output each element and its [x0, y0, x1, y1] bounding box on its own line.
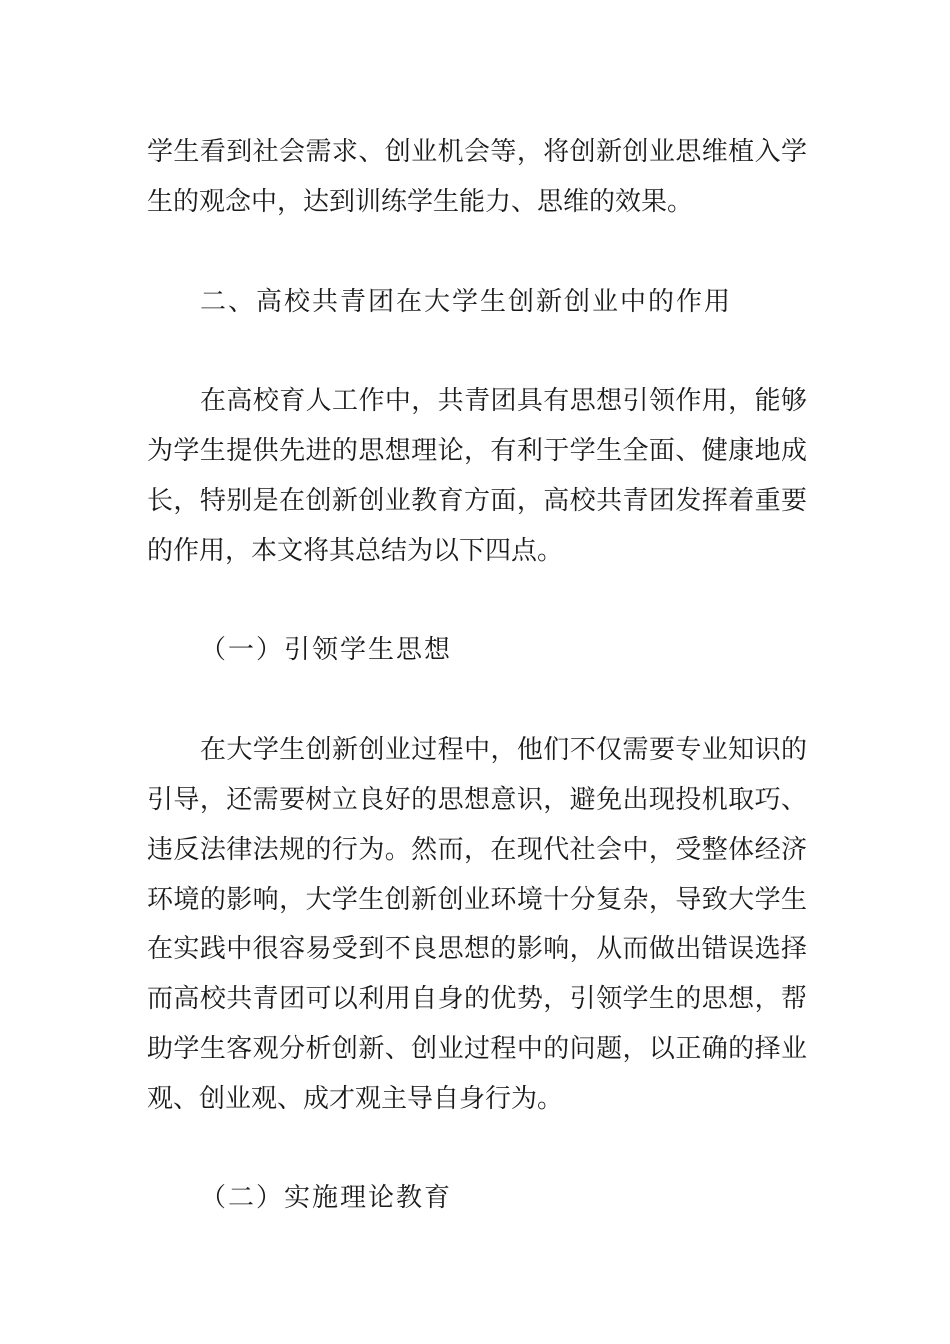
paragraph-3-line-1: 在大学生创新创业过程中，他们不仅需要专业知识的 [200, 735, 807, 765]
paragraph-3-line-3: 违反法律法规的行为。然而，在现代社会中，受整体经济 [147, 835, 807, 865]
paragraph-3-line-6: 而高校共青团可以利用自身的优势，引领学生的思想，帮 [147, 984, 807, 1014]
paragraph-3-line-7: 助学生客观分析创新、创业过程中的问题，以正确的择业 [147, 1034, 807, 1064]
subsection-heading-1: （一）引领学生思想 [200, 635, 453, 665]
paragraph-3-line-8: 观、创业观、成才观主导自身行为。 [147, 1084, 564, 1114]
paragraph-1-line-1: 学生看到社会需求、创业机会等，将创新创业思维植入学 [147, 137, 807, 167]
paragraph-2-line-4: 的作用，本文将其总结为以下四点。 [147, 536, 564, 566]
paragraph-3-line-4: 环境的影响，大学生创新创业环境十分复杂，导致大学生 [147, 885, 807, 915]
paragraph-2-line-3: 长，特别是在创新创业教育方面，高校共青团发挥着重要 [147, 486, 807, 516]
paragraph-1-line-2: 生的观念中，达到训练学生能力、思维的效果。 [147, 187, 694, 217]
paragraph-3-line-5: 在实践中很容易受到不良思想的影响，从而做出错误选择 [147, 934, 807, 964]
paragraph-2-line-1: 在高校育人工作中，共青团具有思想引领作用，能够 [200, 386, 807, 416]
paragraph-3-line-2: 引导，还需要树立良好的思想意识，避免出现投机取巧、 [147, 785, 807, 815]
subsection-heading-2: （二）实施理论教育 [200, 1183, 453, 1213]
section-heading-2: 二、高校共青团在大学生创新创业中的作用 [200, 287, 733, 317]
paragraph-2-line-2: 为学生提供先进的思想理论，有利于学生全面、健康地成 [147, 436, 807, 466]
